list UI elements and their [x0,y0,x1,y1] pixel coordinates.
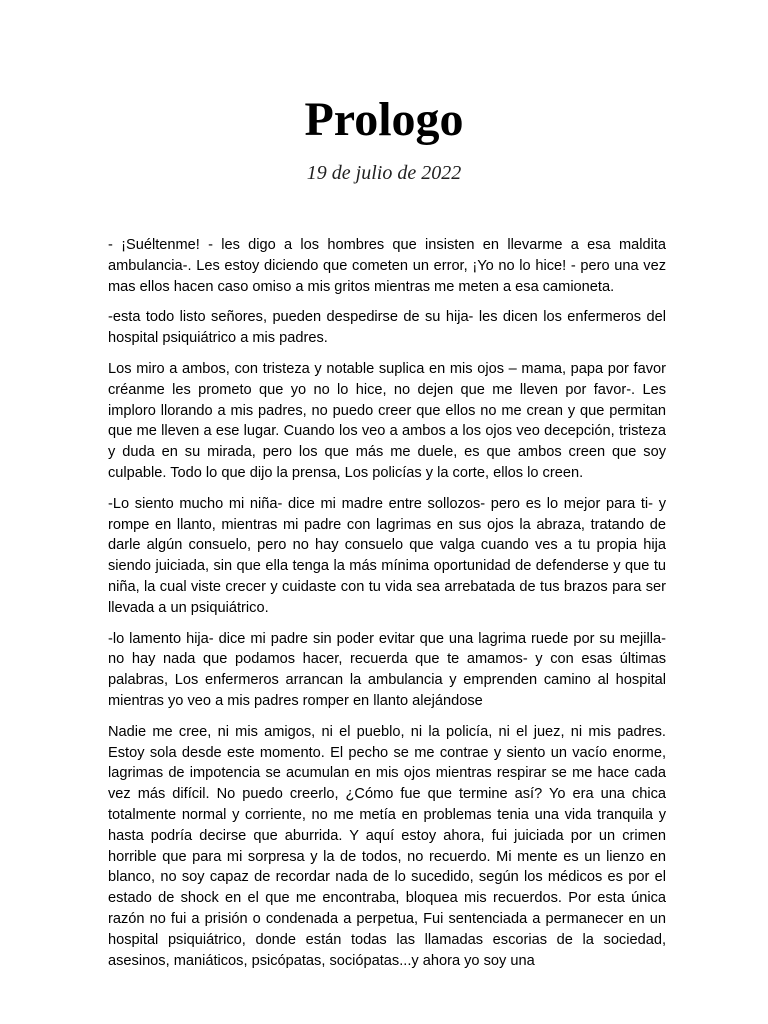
paragraph: - ¡Suéltenme! - les digo a los hombres que insisten en llevarme a esa maldita ambulancia-. Les estoy diciendo que cometen un error, ¡Yo no lo hice! - pero una vez mas ellos hacen caso omiso a mis gritos mientras me meten a esa camioneta. [108,237,666,295]
chapter-date: 19 de julio de 2022 [306,162,462,184]
paragraph: -esta todo listo señores, pueden despedirse de su hija- les dicen los enfermeros del hospital psiquiátrico a mis padres. [108,309,666,347]
document-body [108,235,666,971]
paragraph: -lo lamento hija- dice mi padre sin poder evitar que una lagrima ruede por su mejilla-no hay nada que podamos hacer, recuerda que te amamos- y con esas últimas palabras, Los enfermeros arrancan la ambulancia y emprenden camino al hospital mientras yo veo a mis padres romper en llanto alejándose [108,630,666,709]
paragraph: Los miro a ambos, con tristeza y notable suplica en mis ojos – mama, papa por favor créanme les prometo que yo no lo hice, no dejen que me lleven por favor-. Les imploro llorando a mis padres, no puedo creer que ellos no me crean y que permitan que me lleven a ese lugar. Cuando los veo a ambos a los ojos veo decepción, tristeza y duda en su mirada, pero los que más me duele, es que ambos creen que soy culpable. Todo lo que dijo la prensa, Los policías y la corte, ellos lo creen. [108,360,666,481]
paragraph: Nadie me cree, ni mis amigos, ni el pueblo, ni la policía, ni el juez, ni mis padres. Estoy sola desde este momento. El pecho se me contrae y siento un vacío enorme, lagrimas de impotencia se acumulan en mis ojos mientras respirar se me hace cada vez más difícil. No puedo creerlo, ¿Cómo fue que termine así? Yo era una chica totalmente normal y corriente, no me metía en problemas tenia una vida tranquila y hasta podría decirse que aburrida. Y aquí estoy ahora, fui juiciada por un crimen horrible que para mi sorpresa y la de todos, no recuerdo. Mi mente es un lienzo en blanco, no soy capaz de recordar nada de lo sucedido, según los médicos es por el estado de shock en el que me encontraba, bloquea mis recuerdos. Por esta única razón no fui a prisión o condenada a perpetua, Fui sentenciada a permanecer en un hospital psiquiátrico, donde están todas las llamadas escorias de la sociedad, asesinos, maniáticos, psicópatas, sociópatas...y ahora yo soy una [108,723,666,969]
paragraph: -Lo siento mucho mi niña- dice mi madre entre sollozos- pero es lo mejor para ti- y rompe en llanto, mientras mi padre con lagrimas en sus ojos la abraza, tratando de darle algún consuelo, pero no hay consuelo que valga cuando ves a tu propia hija siendo juiciada, sin que ella tenga la más mínima oportunidad de defenderse y que tu niña, la cual viste crecer y cuidaste con tu vida sea arrebatada de tus brazos para ser llevada a un psiquiátrico. [108,495,666,616]
page-title: Prologo [304,93,464,146]
